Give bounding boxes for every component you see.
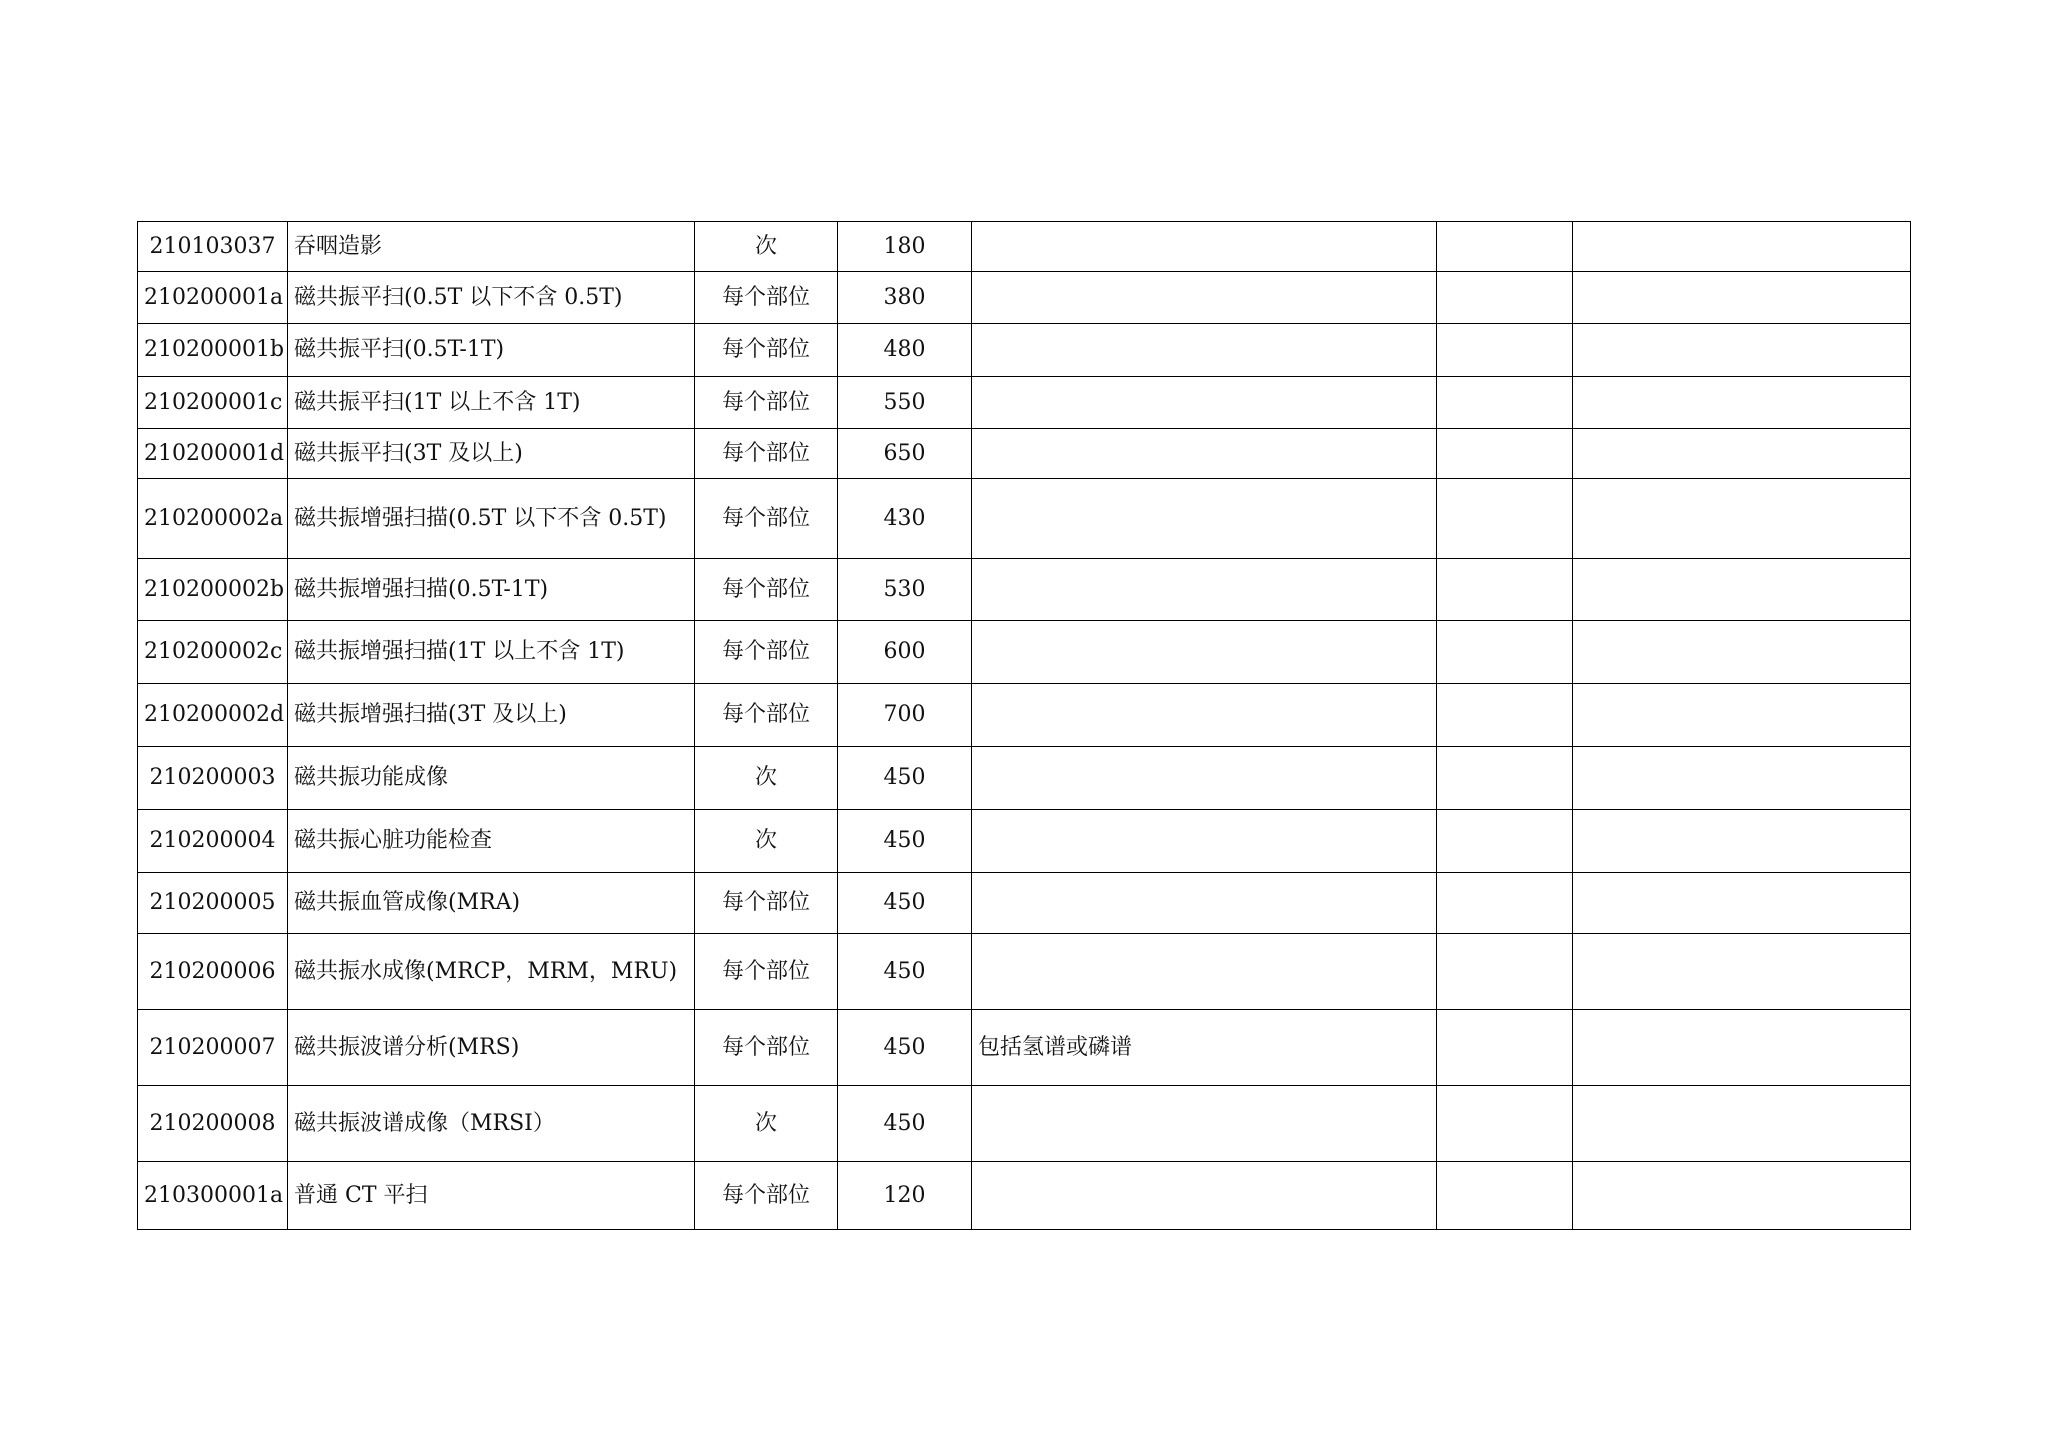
table-row bbox=[138, 479, 1911, 559]
unit-cell: 次 bbox=[695, 222, 838, 272]
item-name-cell: 普通 CT 平扫 bbox=[288, 1162, 695, 1230]
note-cell bbox=[972, 324, 1437, 377]
blank-cell bbox=[1437, 377, 1573, 429]
table-row bbox=[138, 272, 1911, 324]
item-code-cell: 210200001a bbox=[138, 272, 288, 324]
blank-cell bbox=[1573, 1162, 1911, 1230]
table-row bbox=[138, 222, 1911, 272]
table-row bbox=[138, 747, 1911, 810]
blank-cell bbox=[1573, 810, 1911, 873]
note-cell bbox=[972, 747, 1437, 810]
blank-cell bbox=[1437, 429, 1573, 479]
blank-cell bbox=[1437, 873, 1573, 934]
blank-cell bbox=[1573, 324, 1911, 377]
price-cell: 450 bbox=[838, 747, 972, 810]
blank-cell bbox=[1573, 684, 1911, 747]
item-name-cell: 磁共振平扫(0.5T-1T) bbox=[288, 324, 695, 377]
price-cell: 450 bbox=[838, 810, 972, 873]
unit-cell: 每个部位 bbox=[695, 1162, 838, 1230]
blank-cell bbox=[1573, 222, 1911, 272]
item-code-cell: 210200003 bbox=[138, 747, 288, 810]
unit-cell: 次 bbox=[695, 810, 838, 873]
price-cell: 700 bbox=[838, 684, 972, 747]
blank-cell bbox=[1573, 1086, 1911, 1162]
blank-cell bbox=[1437, 1162, 1573, 1230]
table-row bbox=[138, 1010, 1911, 1086]
item-name-cell: 磁共振平扫(1T 以上不含 1T) bbox=[288, 377, 695, 429]
price-cell: 380 bbox=[838, 272, 972, 324]
item-name-cell: 磁共振血管成像(MRA) bbox=[288, 873, 695, 934]
unit-cell: 每个部位 bbox=[695, 429, 838, 479]
table-row bbox=[138, 873, 1911, 934]
unit-cell: 每个部位 bbox=[695, 934, 838, 1010]
item-code-cell: 210103037 bbox=[138, 222, 288, 272]
item-code-cell: 210200001b bbox=[138, 324, 288, 377]
item-name-cell: 磁共振波谱分析(MRS) bbox=[288, 1010, 695, 1086]
price-cell: 480 bbox=[838, 324, 972, 377]
note-cell bbox=[972, 621, 1437, 684]
blank-cell bbox=[1437, 559, 1573, 621]
blank-cell bbox=[1573, 934, 1911, 1010]
blank-cell bbox=[1437, 222, 1573, 272]
note-cell bbox=[972, 272, 1437, 324]
item-name-cell: 磁共振增强扫描(1T 以上不含 1T) bbox=[288, 621, 695, 684]
item-name-cell: 磁共振增强扫描(0.5T 以下不含 0.5T) bbox=[288, 479, 695, 559]
blank-cell bbox=[1573, 479, 1911, 559]
item-name-cell: 磁共振功能成像 bbox=[288, 747, 695, 810]
item-code-cell: 210200002a bbox=[138, 479, 288, 559]
note-cell bbox=[972, 559, 1437, 621]
item-name-cell: 吞咽造影 bbox=[288, 222, 695, 272]
item-code-cell: 210200008 bbox=[138, 1086, 288, 1162]
item-name-cell: 磁共振水成像(MRCP，MRM，MRU) bbox=[288, 934, 695, 1010]
unit-cell: 每个部位 bbox=[695, 684, 838, 747]
unit-cell: 每个部位 bbox=[695, 621, 838, 684]
unit-cell: 每个部位 bbox=[695, 1010, 838, 1086]
price-cell: 650 bbox=[838, 429, 972, 479]
blank-cell bbox=[1573, 1010, 1911, 1086]
note-cell bbox=[972, 1086, 1437, 1162]
note-cell bbox=[972, 684, 1437, 747]
price-cell: 450 bbox=[838, 1086, 972, 1162]
blank-cell bbox=[1437, 479, 1573, 559]
blank-cell bbox=[1437, 747, 1573, 810]
item-code-cell: 210200002d bbox=[138, 684, 288, 747]
blank-cell bbox=[1437, 1086, 1573, 1162]
note-cell bbox=[972, 479, 1437, 559]
table-row bbox=[138, 621, 1911, 684]
blank-cell bbox=[1573, 621, 1911, 684]
price-cell: 600 bbox=[838, 621, 972, 684]
table-row bbox=[138, 684, 1911, 747]
item-code-cell: 210300001a bbox=[138, 1162, 288, 1230]
table-row bbox=[138, 429, 1911, 479]
item-code-cell: 210200001d bbox=[138, 429, 288, 479]
note-cell bbox=[972, 1162, 1437, 1230]
price-cell: 450 bbox=[838, 934, 972, 1010]
blank-cell bbox=[1437, 324, 1573, 377]
price-cell: 430 bbox=[838, 479, 972, 559]
blank-cell bbox=[1573, 272, 1911, 324]
price-cell: 180 bbox=[838, 222, 972, 272]
table-row bbox=[138, 324, 1911, 377]
item-code-cell: 210200007 bbox=[138, 1010, 288, 1086]
table-row bbox=[138, 934, 1911, 1010]
item-code-cell: 210200001c bbox=[138, 377, 288, 429]
item-name-cell: 磁共振增强扫描(3T 及以上) bbox=[288, 684, 695, 747]
item-name-cell: 磁共振平扫(3T 及以上) bbox=[288, 429, 695, 479]
item-code-cell: 210200004 bbox=[138, 810, 288, 873]
table-row bbox=[138, 810, 1911, 873]
note-cell bbox=[972, 222, 1437, 272]
blank-cell bbox=[1437, 272, 1573, 324]
blank-cell bbox=[1437, 1010, 1573, 1086]
price-cell: 550 bbox=[838, 377, 972, 429]
blank-cell bbox=[1437, 684, 1573, 747]
unit-cell: 每个部位 bbox=[695, 324, 838, 377]
note-cell bbox=[972, 429, 1437, 479]
blank-cell bbox=[1437, 934, 1573, 1010]
price-cell: 450 bbox=[838, 873, 972, 934]
unit-cell: 次 bbox=[695, 1086, 838, 1162]
item-code-cell: 210200006 bbox=[138, 934, 288, 1010]
blank-cell bbox=[1573, 377, 1911, 429]
note-cell bbox=[972, 377, 1437, 429]
note-cell bbox=[972, 873, 1437, 934]
item-name-cell: 磁共振增强扫描(0.5T-1T) bbox=[288, 559, 695, 621]
blank-cell bbox=[1437, 621, 1573, 684]
item-code-cell: 210200002b bbox=[138, 559, 288, 621]
unit-cell: 次 bbox=[695, 747, 838, 810]
blank-cell bbox=[1573, 559, 1911, 621]
note-cell bbox=[972, 934, 1437, 1010]
note-cell bbox=[972, 810, 1437, 873]
item-name-cell: 磁共振平扫(0.5T 以下不含 0.5T) bbox=[288, 272, 695, 324]
price-cell: 530 bbox=[838, 559, 972, 621]
table-body bbox=[138, 222, 1911, 1230]
unit-cell: 每个部位 bbox=[695, 873, 838, 934]
unit-cell: 每个部位 bbox=[695, 272, 838, 324]
blank-cell bbox=[1573, 429, 1911, 479]
item-name-cell: 磁共振心脏功能检查 bbox=[288, 810, 695, 873]
table-row bbox=[138, 377, 1911, 429]
item-code-cell: 210200005 bbox=[138, 873, 288, 934]
unit-cell: 每个部位 bbox=[695, 559, 838, 621]
blank-cell bbox=[1573, 747, 1911, 810]
unit-cell: 每个部位 bbox=[695, 377, 838, 429]
price-cell: 450 bbox=[838, 1010, 972, 1086]
price-cell: 120 bbox=[838, 1162, 972, 1230]
table-row bbox=[138, 1162, 1911, 1230]
item-name-cell: 磁共振波谱成像（MRSI） bbox=[288, 1086, 695, 1162]
unit-cell: 每个部位 bbox=[695, 479, 838, 559]
table-row bbox=[138, 1086, 1911, 1162]
note-cell: 包括氢谱或磷谱 bbox=[972, 1010, 1437, 1086]
table-row bbox=[138, 559, 1911, 621]
blank-cell bbox=[1437, 810, 1573, 873]
item-code-cell: 210200002c bbox=[138, 621, 288, 684]
price-table bbox=[137, 221, 1911, 1230]
blank-cell bbox=[1573, 873, 1911, 934]
